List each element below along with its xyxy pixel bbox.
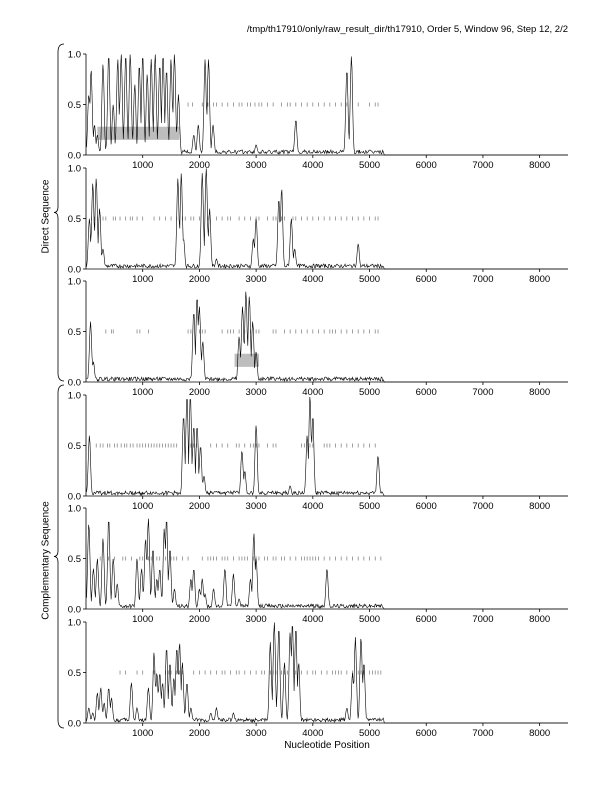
x-tick-label: 5000: [358, 274, 381, 285]
highlight-box: [97, 127, 179, 140]
x-tick-label: 2000: [188, 728, 210, 739]
y-tick-label: 1.0: [67, 617, 81, 629]
x-tick-label: 1000: [132, 501, 154, 512]
series-line: [87, 55, 568, 156]
y-tick-label: 0.5: [67, 100, 81, 111]
y-tick-label: 1.0: [67, 390, 81, 402]
x-tick-label: 4000: [302, 387, 324, 398]
y-tick-label: 0.0: [67, 264, 81, 276]
panel-3: [68, 277, 568, 399]
x-tick-label: 4000: [302, 160, 324, 171]
x-tick-label: 8000: [529, 614, 551, 625]
y-tick-label: 0.0: [67, 377, 81, 389]
x-tick-label: 7000: [472, 160, 494, 171]
x-tick-label: 5000: [358, 614, 381, 625]
x-tick-label: 6000: [415, 160, 437, 171]
panel-2: [68, 164, 568, 286]
panel-4: [68, 391, 568, 513]
x-tick-label: 3000: [245, 274, 267, 285]
y-tick-label: 0.0: [67, 491, 81, 503]
figure-header: /tmp/th17910/only/raw_result_dir/th17910, Order 5, Window 96, Step 12, 2/2: [246, 24, 568, 35]
panel-6: [68, 618, 568, 740]
x-tick-label: 2000: [188, 614, 210, 625]
x-tick-label: 1000: [132, 274, 154, 285]
x-tick-label: 5000: [358, 160, 381, 171]
x-tick-label: 5000: [358, 501, 381, 512]
series-line: [87, 519, 568, 609]
group-label-direct: Direct Sequence: [40, 179, 52, 253]
x-tick-label: 3000: [245, 614, 267, 625]
series-line: [87, 292, 568, 382]
x-tick-label: 1000: [132, 160, 154, 171]
complementary-bracket: [54, 385, 64, 728]
x-tick-label: 8000: [529, 728, 551, 739]
x-tick-label: 1000: [132, 387, 154, 398]
panel-1: [68, 50, 568, 172]
x-tick-label: 3000: [245, 501, 267, 512]
y-tick-label: 1.0: [67, 163, 81, 175]
x-tick-label: 4000: [302, 728, 324, 739]
x-tick-label: 7000: [472, 614, 494, 625]
panel-5: [68, 504, 568, 626]
x-tick-label: 2000: [188, 387, 210, 398]
x-tick-label: 1000: [132, 614, 154, 625]
x-tick-label: 7000: [472, 501, 494, 512]
y-tick-label: 0.5: [67, 441, 81, 452]
x-tick-label: 4000: [302, 501, 324, 512]
x-tick-label: 7000: [472, 728, 494, 739]
direct-bracket: [54, 44, 64, 381]
x-tick-label: 8000: [529, 501, 551, 512]
x-tick-label: 2000: [188, 160, 210, 171]
x-tick-label: 2000: [188, 274, 210, 285]
x-tick-label: 8000: [529, 387, 551, 398]
x-tick-label: 6000: [415, 274, 437, 285]
y-tick-label: 0.0: [67, 150, 81, 162]
x-tick-label: 2000: [188, 501, 210, 512]
y-tick-label: 0.0: [67, 718, 81, 730]
y-tick-label: 1.0: [67, 503, 81, 515]
y-tick-label: 0.0: [67, 604, 81, 616]
x-tick-label: 4000: [302, 614, 324, 625]
x-tick-label: 6000: [415, 728, 437, 739]
y-tick-label: 0.5: [67, 214, 81, 225]
x-tick-label: 3000: [245, 728, 267, 739]
x-tick-label: 4000: [302, 274, 324, 285]
x-tick-label: 6000: [415, 501, 437, 512]
y-tick-label: 0.5: [67, 554, 81, 565]
x-tick-label: 7000: [472, 387, 494, 398]
y-tick-label: 0.5: [67, 668, 81, 679]
x-tick-label: 6000: [415, 387, 437, 398]
y-tick-label: 0.5: [67, 327, 81, 338]
x-tick-label: 7000: [472, 274, 494, 285]
x-tick-label: 8000: [529, 274, 551, 285]
series-line: [87, 169, 568, 270]
x-tick-label: 5000: [358, 387, 381, 398]
group-label-complementary: Complementary Sequence: [40, 500, 52, 620]
x-tick-label: 8000: [529, 160, 551, 171]
x-tick-label: 5000: [358, 728, 381, 739]
x-tick-label: 3000: [245, 160, 267, 171]
y-tick-label: 1.0: [67, 49, 81, 61]
y-tick-label: 1.0: [67, 276, 81, 288]
x-axis-label: Nucleotide Position: [284, 740, 370, 751]
x-tick-label: 1000: [132, 728, 154, 739]
x-tick-label: 3000: [245, 387, 267, 398]
x-tick-label: 6000: [415, 614, 437, 625]
